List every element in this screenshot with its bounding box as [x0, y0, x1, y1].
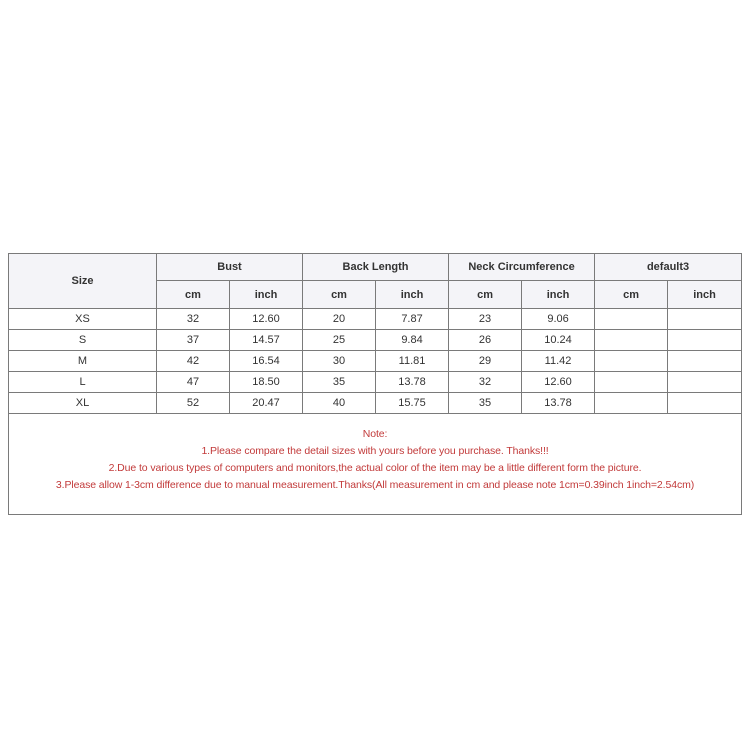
back-length-inch-cell: 11.81 — [376, 351, 449, 372]
neck-cm-header: cm — [449, 281, 522, 309]
back-length-inch-cell: 7.87 — [376, 309, 449, 330]
default3-cm-cell — [595, 372, 668, 393]
neck-circumference-header: Neck Circumference — [449, 254, 595, 281]
neck-inch-header: inch — [522, 281, 595, 309]
note-line-1: 1.Please compare the detail sizes with yours before you purchase. Thanks!!! — [201, 445, 549, 457]
neck-inch-cell: 9.06 — [522, 309, 595, 330]
default3-inch-cell — [668, 330, 742, 351]
size-column-header: Size — [9, 254, 157, 309]
back-length-inch-cell: 9.84 — [376, 330, 449, 351]
default3-cm-cell — [595, 309, 668, 330]
default3-cm-cell — [595, 393, 668, 414]
default3-cm-header: cm — [595, 281, 668, 309]
neck-inch-cell: 11.42 — [522, 351, 595, 372]
note-cell — [9, 414, 742, 515]
size-cell: S — [9, 330, 157, 351]
size-cell: M — [9, 351, 157, 372]
bust-cm-cell: 42 — [157, 351, 230, 372]
bust-inch-cell: 18.50 — [230, 372, 303, 393]
bust-inch-cell: 14.57 — [230, 330, 303, 351]
size-chart-table — [8, 253, 742, 515]
size-cell: XL — [9, 393, 157, 414]
back-length-inch-header: inch — [376, 281, 449, 309]
table-row — [9, 351, 742, 372]
table-row — [9, 372, 742, 393]
size-cell: XS — [9, 309, 157, 330]
note-line-3: 3.Please allow 1-3cm difference due to manual measurement.Thanks(All measurement in cm and please note 1cm=0.39inch 1inch=2.54cm) — [55, 479, 695, 491]
note-title: Note: — [362, 428, 388, 440]
bust-inch-header: inch — [230, 281, 303, 309]
default3-inch-cell — [668, 351, 742, 372]
back-length-cm-cell: 25 — [303, 330, 376, 351]
back-length-header: Back Length — [303, 254, 449, 281]
bust-inch-cell: 16.54 — [230, 351, 303, 372]
neck-inch-cell: 12.60 — [522, 372, 595, 393]
back-length-cm-cell: 20 — [303, 309, 376, 330]
default3-cm-cell — [595, 351, 668, 372]
neck-cm-cell: 26 — [449, 330, 522, 351]
default3-inch-cell — [668, 393, 742, 414]
default3-header: default3 — [595, 254, 742, 281]
back-length-cm-cell: 35 — [303, 372, 376, 393]
bust-inch-cell: 12.60 — [230, 309, 303, 330]
default3-cm-cell — [595, 330, 668, 351]
note-line-2: 2.Due to various types of computers and monitors,the actual color of the item may be a little different form the picture. — [108, 462, 642, 474]
table-row — [9, 393, 742, 414]
bust-cm-cell: 47 — [157, 372, 230, 393]
neck-cm-cell: 32 — [449, 372, 522, 393]
default3-inch-header: inch — [668, 281, 742, 309]
default3-inch-cell — [668, 372, 742, 393]
back-length-cm-cell: 30 — [303, 351, 376, 372]
note-row — [9, 414, 742, 515]
table-row — [9, 309, 742, 330]
neck-cm-cell: 35 — [449, 393, 522, 414]
neck-cm-cell: 29 — [449, 351, 522, 372]
back-length-inch-cell: 15.75 — [376, 393, 449, 414]
bust-header: Bust — [157, 254, 303, 281]
back-length-cm-cell: 40 — [303, 393, 376, 414]
neck-cm-cell: 23 — [449, 309, 522, 330]
bust-cm-cell: 52 — [157, 393, 230, 414]
back-length-cm-header: cm — [303, 281, 376, 309]
back-length-inch-cell: 13.78 — [376, 372, 449, 393]
bust-cm-cell: 32 — [157, 309, 230, 330]
size-cell: L — [9, 372, 157, 393]
neck-inch-cell: 13.78 — [522, 393, 595, 414]
bust-cm-header: cm — [157, 281, 230, 309]
bust-cm-cell: 37 — [157, 330, 230, 351]
bust-inch-cell: 20.47 — [230, 393, 303, 414]
default3-inch-cell — [668, 309, 742, 330]
neck-inch-cell: 10.24 — [522, 330, 595, 351]
table-row — [9, 330, 742, 351]
